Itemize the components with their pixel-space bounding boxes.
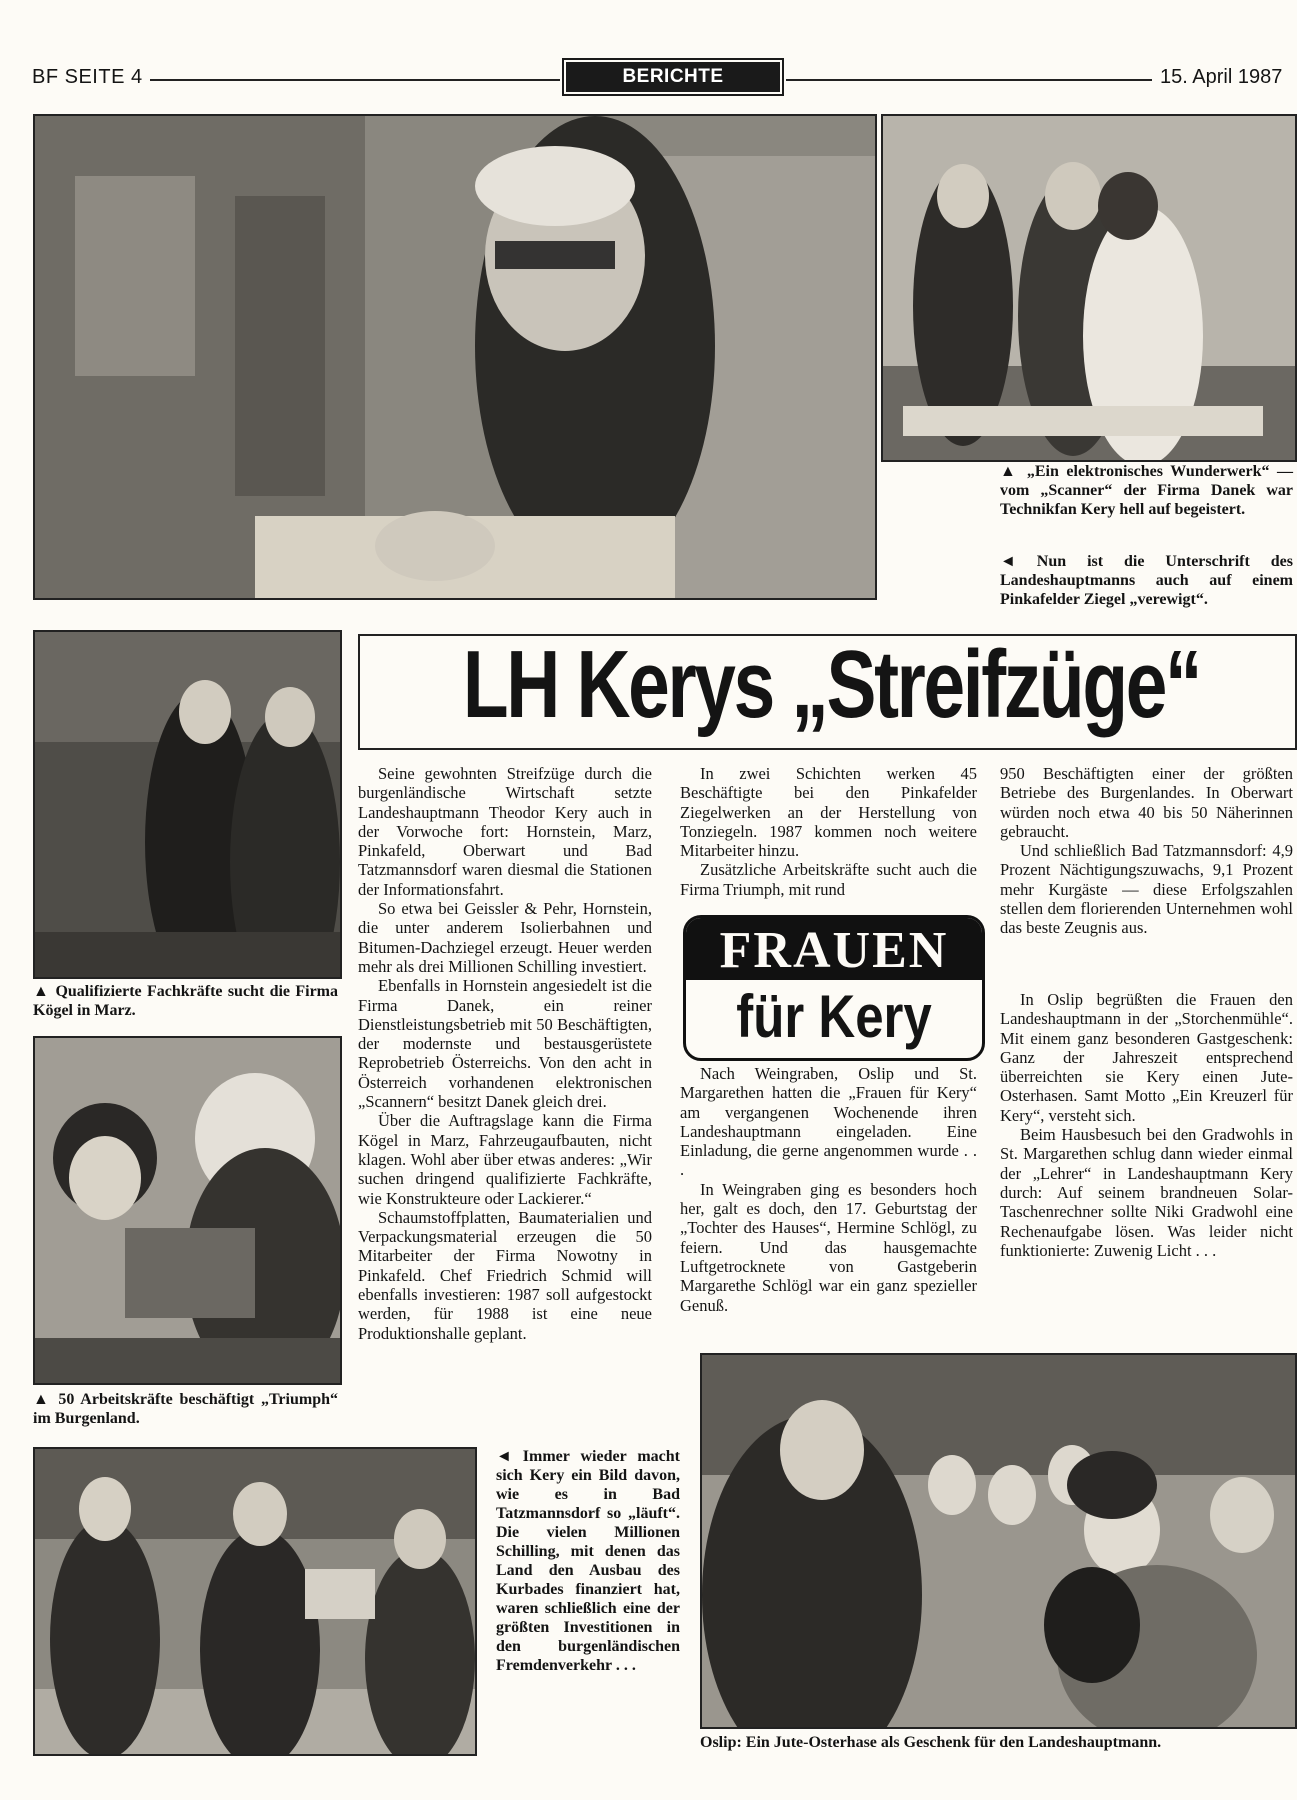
- article-paragraph: So etwa bei Geissler & Pehr, Hornstein, die unter anderem Isolierbahnen und Bitumen-Dachziegel erzeugt. Heuer werden mehr als drei Millionen Schilling investiert.: [358, 899, 652, 976]
- article-paragraph: In Oslip begrüßten die Frauen den Landeshauptmann in der „Storchenmühle“. Mit einem ganz besonderen Gastgeschenk: Ganz der Jahreszeit entsprechend überreichten sie Kery einen Jute-Osterhasen. Samt Motto „Ein Kreuzerl für Kery“, versteht sich.: [1000, 990, 1293, 1125]
- caption-oslip: Oslip: Ein Jute-Osterhase als Geschenk für den Landeshauptmann.: [700, 1734, 1162, 1751]
- headline: LH Kerys „Streifzüge“: [462, 634, 1201, 738]
- article-paragraph: Beim Hausbesuch bei den Gradwohls in St. Margarethen schlug dann wieder einmal der „Lehrer“ in Landeshauptmann Kery durch: Auf seinem brandneuen Solar-Taschenrechner sollte Niki Gradwohl eine Rechenaufgabe lösen. Was leider nicht funktionierte: Zuwenig Licht . . .: [1000, 1125, 1293, 1260]
- header-rule-right: [786, 79, 1152, 81]
- photo-scanner: [881, 114, 1297, 462]
- subhead-fuer-kery: für Kery: [736, 983, 932, 1050]
- article-paragraph: In Weingraben ging es besonders hoch her, galt es doch, den 17. Geburtstag der „Tochter des Hauses“, Hermine Schlögl, zu feiern. Und das hausgemachte Luftgetrocknete von Gastgeberin Margarethe Schlögl war ein ganz spezieller Genuß.: [680, 1179, 977, 1315]
- photo-oslip: [700, 1353, 1297, 1729]
- article-col-3-top: [1000, 764, 1293, 938]
- photo-oslip-image: [702, 1355, 1295, 1727]
- issue-date: 15. April 1987: [1160, 66, 1283, 88]
- photo-signing-brick-image: [35, 116, 875, 598]
- article-col-1: [358, 764, 652, 1343]
- caption-triumph: ▲ 50 Arbeitskräfte beschäftigt „Triumph“ im Burgenland.: [33, 1391, 338, 1427]
- header-rule-left: [150, 79, 560, 81]
- caption-koegel: ▲ Qualifizierte Fachkräfte sucht die Firma Kögel in Marz.: [33, 983, 338, 1019]
- photo-kurbad: [33, 1447, 477, 1756]
- article-paragraph: Seine gewohnten Streifzüge durch die burgenländische Wirtschaft setzte Landeshauptmann Theodor Kery auch in der Vorwoche fort: Hornstein, Marz, Pinkafeld, Oberwart und Bad Tatzmannsdorf waren diesmal die Stationen der Informationsfahrt.: [358, 764, 652, 899]
- article-col-2-top: [680, 764, 977, 899]
- photo-koegel: [33, 630, 342, 979]
- article-paragraph: In zwei Schichten werken 45 Beschäftigte bei den Pinkafelder Ziegelwerken an der Herstellung von Tonziegeln. 1987 kommen noch weitere Mitarbeiter hinzu.: [680, 764, 977, 861]
- article-paragraph: Ebenfalls in Hornstein angesiedelt ist die Firma Danek, ein reiner Dienstleistungsbetrieb mit 50 Beschäftigten, der modernste und bestausgerüstete Reprobetrieb Österreichs. Von den acht in Österreich vorhandenen elektronischen „Scannern“ besitzt Danek gleich drei.: [358, 976, 652, 1112]
- caption-scanner: ▲ „Ein elektronisches Wunderwerk“ — vom „Scanner“ der Firma Danek war Technikfan Kery hell auf begeistert.: [1000, 463, 1293, 518]
- subhead-frauen-box: [683, 915, 985, 1061]
- article-paragraph: Nach Weingraben, Oslip und St. Margarethen hatten die „Frauen für Kery“ am vergangenen Wochenende ihren Landeshauptmann eingeladen. Eine Einladung, die gerne angenommen wurde . . .: [680, 1064, 977, 1180]
- photo-signing-brick: [33, 114, 877, 600]
- headline-box: [358, 634, 1297, 750]
- caption-kurbad: ◄ Immer wieder macht sich Kery ein Bild davon, wie es in Bad Tatzmannsdorf so „läuft“. Die vielen Millionen Schilling, mit denen das Land den Ausbau des Kurbades finanziert hat, waren schließlich eine der größten Investitionen in den burgenländischen Fremdenverkehr . . .: [496, 1448, 680, 1674]
- article-paragraph: 950 Beschäftigten einer der größten Betriebe des Burgenlandes. In Oberwart würden noch etwa 40 bis 50 Näherinnen gebraucht.: [1000, 764, 1293, 841]
- article-col-3-bottom: [1000, 990, 1293, 1260]
- article-paragraph: Und schließlich Bad Tatzmannsdorf: 4,9 Prozent Nächtigungszuwachs, 9,1 Prozent mehr Kurgäste — diese Erfolgszahlen stellen dem florierenden Unternehmen wohl das beste Zeugnis aus.: [1000, 841, 1293, 938]
- section-tag: BERICHTE: [566, 62, 780, 92]
- photo-scanner-image: [883, 116, 1295, 460]
- caption-signature: ◄ Nun ist die Unterschrift des Landeshauptmanns auch auf einem Pinkafelder Ziegel „verewigt“.: [1000, 553, 1293, 608]
- article-paragraph: Zusätzliche Arbeitskräfte sucht auch die Firma Triumph, mit rund: [680, 860, 977, 899]
- photo-kurbad-image: [35, 1449, 475, 1754]
- page-number: BF SEITE 4: [32, 66, 143, 88]
- photo-koegel-image: [35, 632, 340, 977]
- subhead-frauen: FRAUEN: [686, 918, 982, 980]
- article-paragraph: Über die Auftragslage kann die Firma Kögel in Marz, Fahrzeugaufbauten, nicht klagen. Wohl aber über etwas anderes: „Wir suchen dringend qualifizierte Fachkräfte, wie Konstrukteure oder Lackierer.“: [358, 1111, 652, 1208]
- article-paragraph: Schaumstoffplatten, Baumaterialien und Verpackungsmaterial erzeugen die 50 Mitarbeiter der Firma Nowotny in Pinkafeld. Chef Friedrich Schmid will ebenfalls investieren: 1987 soll aufgestockt werden, für 1988 ist eine neue Produktionshalle geplant.: [358, 1207, 652, 1343]
- article-col-2-bottom: [680, 1064, 977, 1315]
- photo-triumph-image: [35, 1038, 340, 1383]
- photo-triumph: [33, 1036, 342, 1385]
